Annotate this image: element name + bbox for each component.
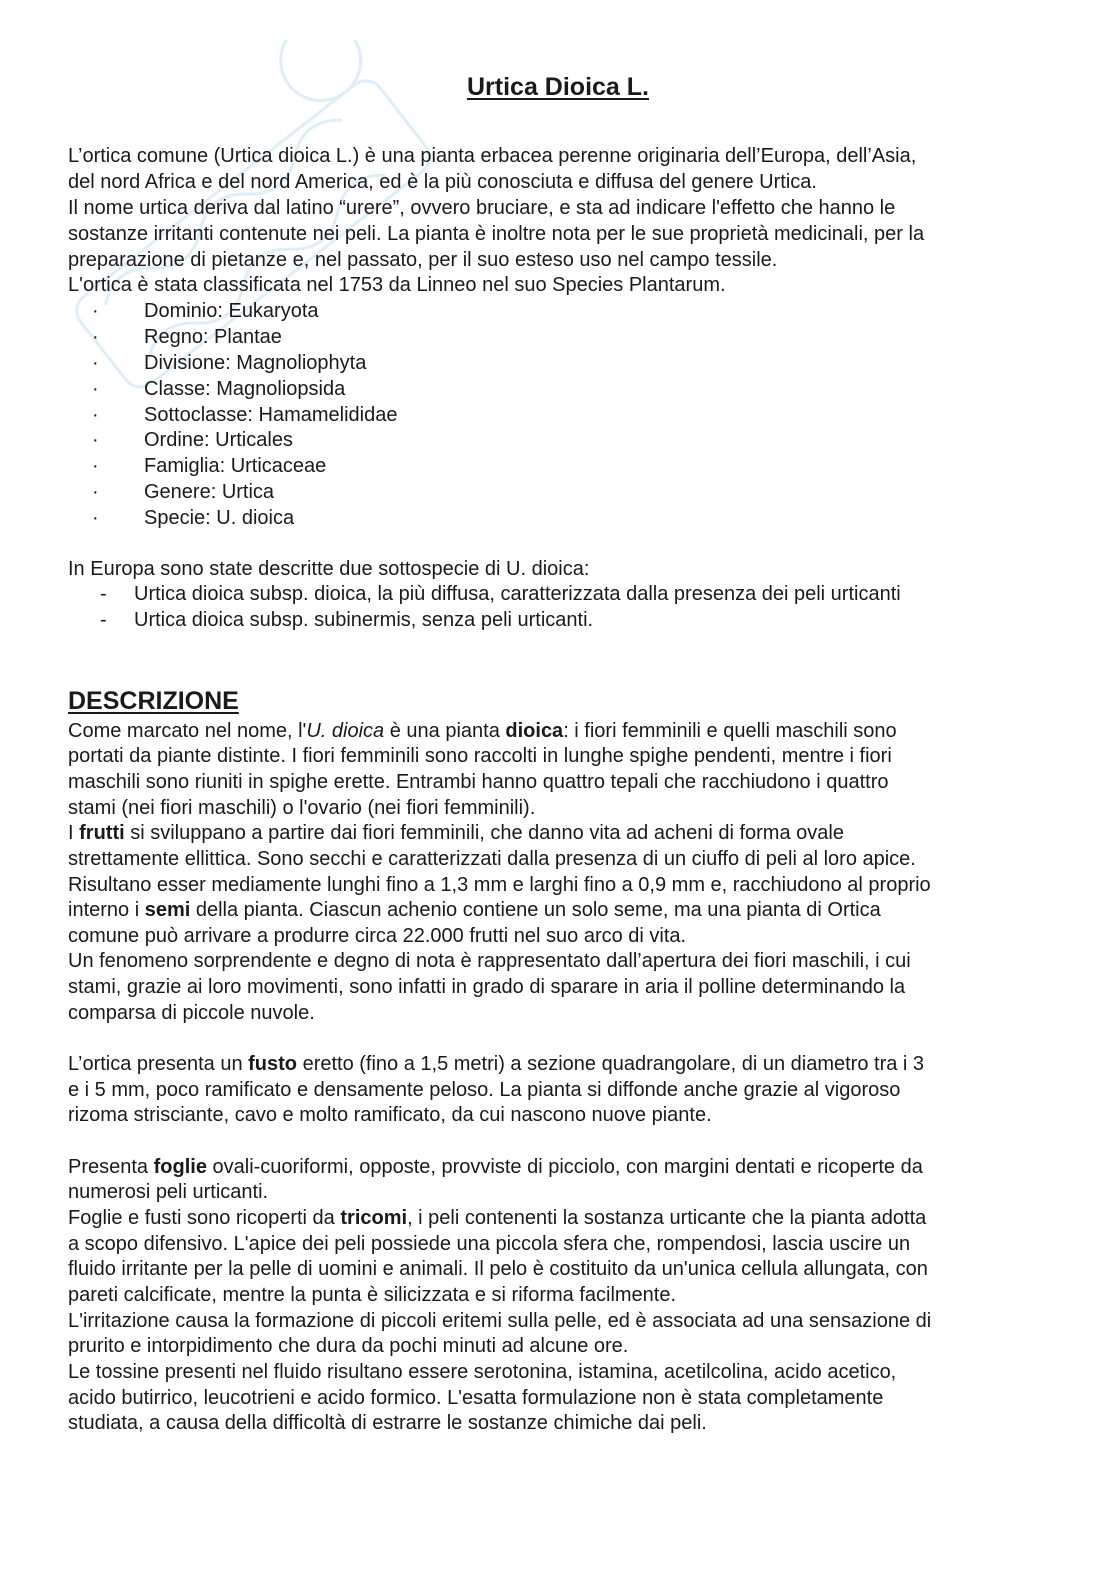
desc-line (68, 1205, 926, 1231)
desc-line (68, 897, 881, 923)
bullet-icon: · (92, 300, 99, 322)
bullet-icon: · (92, 429, 99, 451)
intro-line: del nord Africa e del nord America, ed è la più conosciuta e diffusa del genere Urtica. (68, 171, 817, 193)
desc-line: rizoma strisciante, cavo e molto ramificato, da cui nascono nuove piante. (68, 1104, 712, 1126)
desc-line (68, 1051, 924, 1077)
desc-line (68, 1154, 923, 1180)
desc-line: portati da piante distinte. I fiori femminili sono raccolti in lunghe spighe pendenti, mentre i fiori (68, 745, 892, 767)
desc-line (68, 820, 844, 846)
taxonomy-text: Specie: U. dioica (144, 507, 295, 529)
desc-italic: U. dioica (306, 720, 385, 742)
taxonomy-text: Divisione: Magnoliophyta (144, 352, 367, 374)
desc-text: : i fiori femminili e quelli maschili sono (563, 720, 897, 742)
desc-bold: frutti (79, 822, 125, 844)
desc-line: a scopo difensivo. L'apice dei peli possiede una piccola sfera che, rompendosi, lascia uscire un (68, 1233, 911, 1255)
desc-bold: foglie (153, 1156, 207, 1178)
section-heading: DESCRIZIONE (68, 687, 239, 715)
desc-text: ovali-cuoriformi, opposte, provviste di picciolo, con margini dentati e ricoperte da (206, 1156, 923, 1178)
taxonomy-text: Sottoclasse: Hamamelididae (144, 404, 398, 426)
taxonomy-text: Famiglia: Urticaceae (144, 455, 327, 477)
desc-line: L'irritazione causa la formazione di piccoli eritemi sulla pelle, ed è associata ad una sensazione di (68, 1310, 932, 1332)
desc-text: L’ortica presenta un (68, 1053, 249, 1075)
intro-line: Il nome urtica deriva dal latino “urere”, ovvero bruciare, e sta ad indicare l'effetto che hanno le (68, 197, 896, 219)
desc-text: interno i (68, 899, 145, 921)
desc-bold: fusto (248, 1053, 298, 1075)
subspecies-text: Urtica dioica subsp. subinermis, senza peli urticanti. (134, 609, 594, 631)
dash-icon: - (100, 609, 107, 631)
desc-line: maschili sono riuniti in spighe erette. Entrambi hanno quattro tepali che racchiudono i quattro (68, 771, 889, 793)
desc-text: I (68, 822, 80, 844)
desc-line: stami, grazie ai loro movimenti, sono infatti in grado di sparare in aria il polline determinando la (68, 976, 906, 998)
taxonomy-text: Classe: Magnoliopsida (144, 378, 346, 400)
desc-line: studiata, a causa della difficoltà di estrarre le sostanze chimiche dai peli. (68, 1412, 707, 1434)
desc-line: acido butirrico, leucotrieni e acido formico. L'esatta formulazione non è stata completamente (68, 1387, 884, 1409)
desc-line (68, 718, 897, 744)
desc-text: si sviluppano a partire dai fiori femminili, che danno vita ad acheni di forma ovale (124, 822, 844, 844)
desc-text: Presenta (68, 1156, 154, 1178)
desc-text: Foglie e fusti sono ricoperti da (68, 1207, 341, 1229)
desc-line: comparsa di piccole nuvole. (68, 1002, 315, 1024)
desc-text: è una pianta (384, 720, 506, 742)
desc-line: pareti calcificate, mentre la punta è silicizzata e si riforma facilmente. (68, 1284, 677, 1306)
page-title: Urtica Dioica L. (467, 73, 649, 101)
desc-line: Un fenomeno sorprendente e degno di nota è rappresentato dall’apertura dei fiori maschili, i cui (68, 950, 911, 972)
bullet-icon: · (92, 378, 99, 400)
desc-text: Come marcato nel nome, l' (68, 720, 307, 742)
bullet-icon: · (92, 481, 99, 503)
subspecies-text: Urtica dioica subsp. dioica, la più diffusa, caratterizzata dalla presenza dei peli urticanti (134, 583, 901, 605)
taxonomy-text: Regno: Plantae (144, 326, 282, 348)
intro-line: preparazione di pietanze e, nel passato, per il suo esteso uso nel campo tessile. (68, 249, 778, 271)
bullet-icon: · (92, 507, 99, 529)
desc-line: stami (nei fiori maschili) o l'ovario (nei fiori femminili). (68, 797, 536, 819)
taxonomy-text: Dominio: Eukaryota (144, 300, 319, 322)
desc-line: comune può arrivare a produrre circa 22.000 frutti nel suo arco di vita. (68, 925, 687, 947)
desc-line: strettamente ellittica. Sono secchi e caratterizzati dalla presenza di un ciuffo di peli al loro apice. (68, 848, 916, 870)
intro-line: L'ortica è stata classificata nel 1753 da Linneo nel suo Species Plantarum. (68, 274, 726, 296)
intro-line: sostanze irritanti contenute nei peli. La pianta è inoltre nota per le sue proprietà medicinali, per la (68, 223, 925, 245)
taxonomy-text: Ordine: Urticales (144, 429, 293, 451)
subspecies-intro: In Europa sono state descritte due sottospecie di U. dioica: (68, 558, 590, 580)
desc-line: numerosi peli urticanti. (68, 1181, 269, 1203)
desc-text: , i peli contenenti la sostanza urticante che la pianta adotta (407, 1207, 927, 1229)
bullet-icon: · (92, 404, 99, 426)
desc-text: della pianta. Ciascun achenio contiene un solo seme, ma una pianta di Ortica (190, 899, 881, 921)
taxonomy-text: Genere: Urtica (144, 481, 275, 503)
desc-line: Le tossine presenti nel fluido risultano essere serotonina, istamina, acetilcolina, acido acetico, (68, 1361, 897, 1383)
desc-line: Risultano esser mediamente lunghi fino a 1,3 mm e larghi fino a 0,9 mm e, racchiudono al proprio (68, 874, 931, 896)
desc-bold: dioica (505, 720, 564, 742)
intro-line: L’ortica comune (Urtica dioica L.) è una pianta erbacea perenne originaria dell’Europa, dell’Asia, (68, 145, 917, 167)
bullet-icon: · (92, 455, 99, 477)
desc-line: prurito e intorpidimento che dura da pochi minuti ad alcune ore. (68, 1335, 629, 1357)
desc-text: eretto (fino a 1,5 metri) a sezione quadrangolare, di un diametro tra i 3 (297, 1053, 925, 1075)
bullet-icon: · (92, 326, 99, 348)
desc-line: e i 5 mm, poco ramificato e densamente peloso. La pianta si diffonde anche grazie al vigoroso (68, 1079, 901, 1101)
desc-line: fluido irritante per la pelle di uomini e animali. Il pelo è costituito da un'unica cellula allungata, con (68, 1258, 928, 1280)
dash-icon: - (100, 583, 107, 605)
desc-bold: semi (144, 899, 191, 921)
bullet-icon: · (92, 352, 99, 374)
desc-bold: tricomi (340, 1207, 408, 1229)
